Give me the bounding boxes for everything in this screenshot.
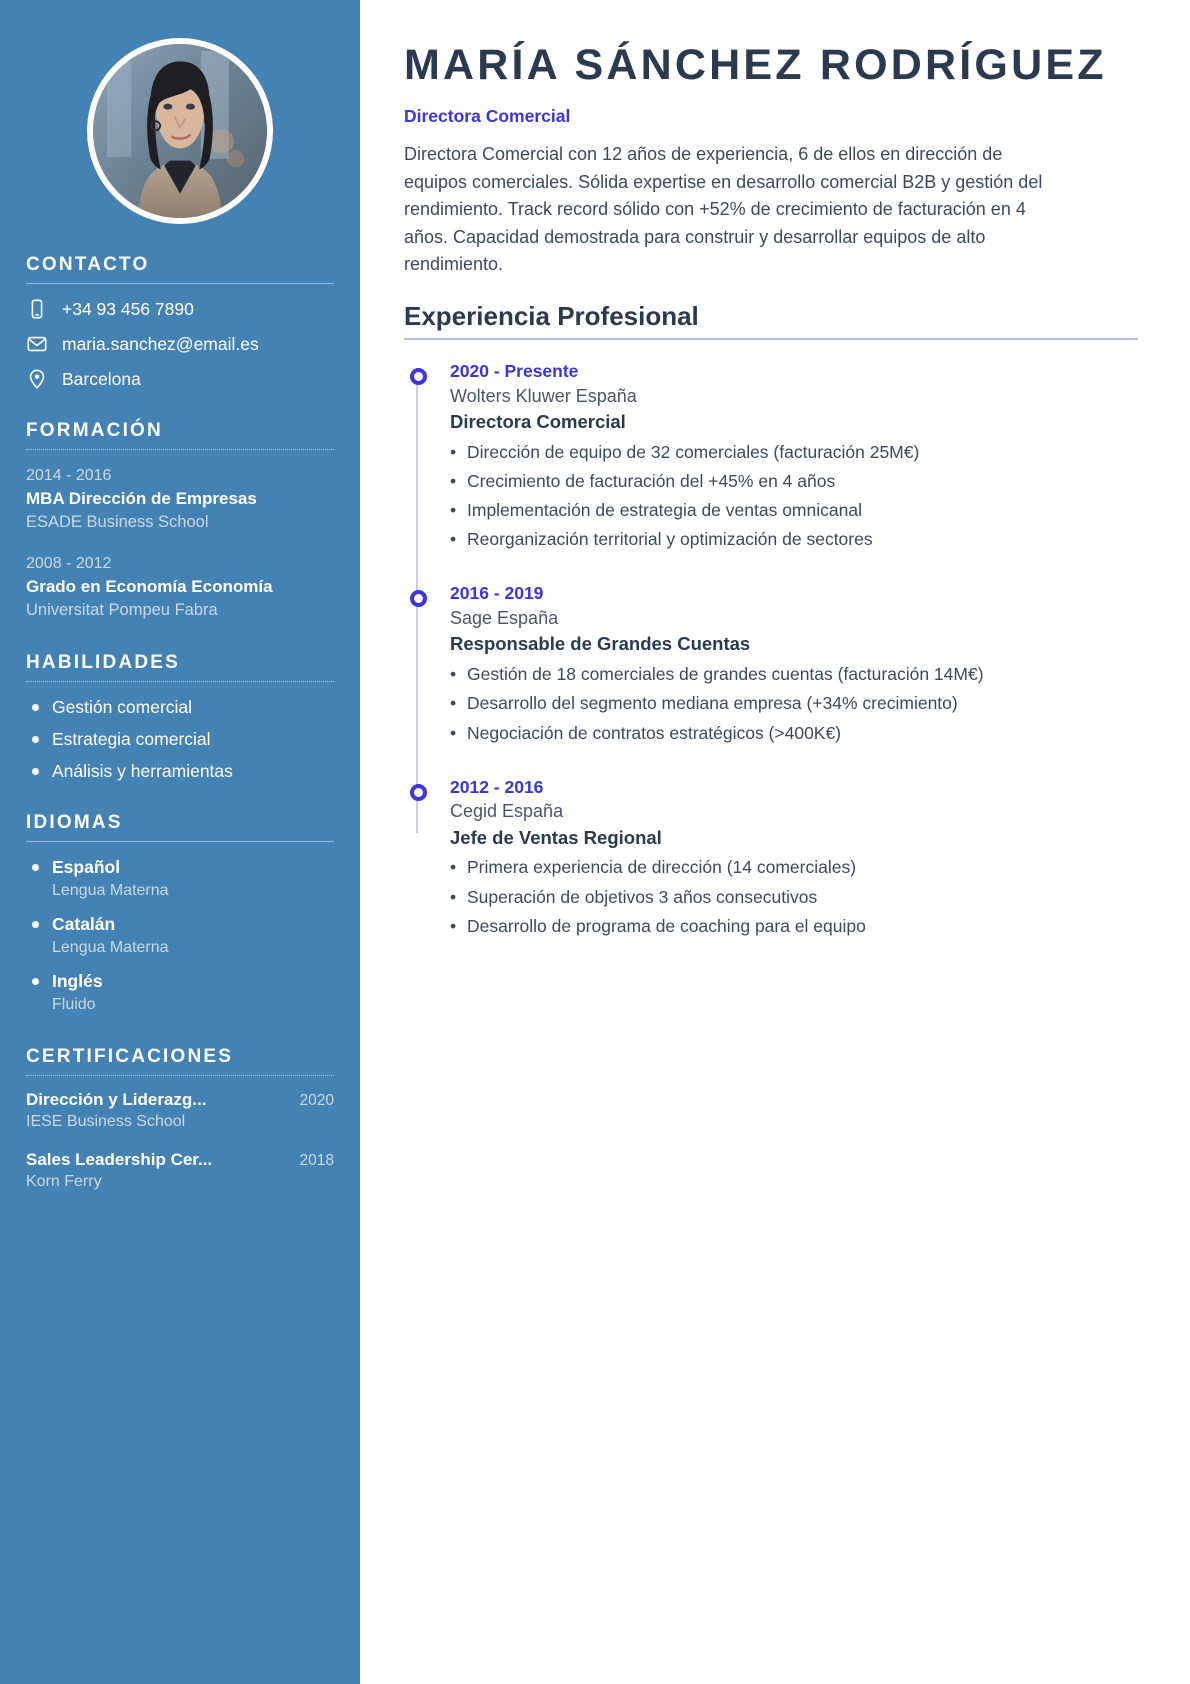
job-role: Jefe de Ventas Regional (450, 826, 662, 848)
language-name: Español (52, 857, 121, 878)
list-item: • Superación de objetivos 3 años consecutivos (450, 883, 1138, 912)
certifications-section-title: CERTIFICACIONES (26, 1046, 234, 1068)
languages-section (26, 812, 334, 1016)
certifications-section (26, 1046, 334, 1194)
certification-name: Sales Leadership Cer... (26, 1150, 213, 1170)
education-divider (26, 449, 334, 450)
skills-divider (26, 681, 334, 682)
language-name: Inglés (52, 971, 103, 992)
contact-location-value: Barcelona (62, 368, 141, 389)
certification-year: 2020 (299, 1092, 334, 1110)
sidebar (0, 0, 360, 1684)
list-item: Análisis y herramientas (26, 760, 334, 783)
contact-section-title: CONTACTO (26, 254, 150, 275)
experience-section-title: Experiencia Profesional (404, 300, 699, 331)
certification-name: Dirección y Liderazg... (26, 1090, 207, 1110)
skills-list (26, 696, 334, 782)
languages-divider (26, 841, 334, 842)
language-level: Lengua Materna (52, 939, 169, 957)
experience-timeline (404, 360, 1138, 941)
main-content (360, 0, 1190, 1684)
job-role: Directora Comercial (450, 410, 626, 432)
certification-org: Korn Ferry (26, 1173, 102, 1191)
job-bullets (450, 853, 1138, 941)
skills-section-title: HABILIDADES (26, 652, 181, 674)
job-dates: 2020 - Presente (450, 360, 579, 381)
certification-year: 2018 (299, 1152, 334, 1170)
list-item (26, 913, 334, 959)
professional-headline: Directora Comercial (404, 106, 571, 127)
timeline-dot-icon (410, 368, 427, 385)
list-item: • Implementación de estrategia de ventas omnicanal (450, 496, 1138, 525)
certifications-divider (26, 1075, 334, 1076)
experience-divider (404, 338, 1138, 340)
envelope-icon (26, 333, 48, 355)
certification-header (26, 1150, 334, 1170)
list-item: • Primera experiencia de dirección (14 comerciales) (450, 853, 1138, 882)
language-name: Catalán (52, 914, 116, 935)
profile-photo-wrapper (26, 0, 334, 224)
profile-photo (87, 38, 273, 224)
list-item: • Reorganización territorial y optimización de sectores (450, 525, 1138, 554)
list-item: • Dirección de equipo de 32 comerciales (facturación 25M€) (450, 438, 1138, 467)
education-school: Universitat Pompeu Fabra (26, 601, 218, 620)
job-company: Cegid España (450, 801, 564, 822)
experience-item (450, 360, 1138, 555)
list-item (26, 970, 334, 1016)
profile-summary: Directora Comercial con 12 años de experiencia, 6 de ellos en dirección de equipos comerciales. Sólida expertise en desarrollo comercial B2B y gestión del rendimiento. Track record sólido con +52% de crecimiento de facturación en 4 años. Capacidad demostrada para construir y desarrollar equipos de alto rendimiento. (404, 144, 1043, 275)
list-item (26, 1150, 334, 1194)
job-dates: 2016 - 2019 (450, 583, 544, 604)
education-degree: Grado en Economía Economía (26, 577, 273, 597)
education-item (26, 464, 334, 534)
contact-phone-value: +34 93 456 7890 (62, 298, 194, 319)
education-section-title: FORMACIÓN (26, 420, 163, 441)
education-dates: 2014 - 2016 (26, 467, 112, 484)
list-item: Gestión comercial (26, 696, 334, 719)
list-item: • Crecimiento de facturación del +45% en 4 años (450, 467, 1138, 496)
education-item (26, 552, 334, 622)
list-item: • Desarrollo del segmento mediana empresa (+34% crecimiento) (450, 689, 1138, 718)
list-item: • Desarrollo de programa de coaching para el equipo (450, 912, 1138, 941)
job-company: Sage España (450, 608, 559, 629)
experience-item (450, 582, 1138, 747)
contact-location[interactable] (26, 368, 334, 390)
education-section (26, 420, 334, 622)
contact-phone[interactable] (26, 298, 334, 320)
language-level: Fluido (52, 996, 96, 1014)
job-dates: 2012 - 2016 (450, 776, 544, 797)
phone-icon (26, 298, 48, 320)
page-title: MARÍA SÁNCHEZ RODRÍGUEZ (404, 41, 1107, 89)
job-bullets (450, 660, 1138, 748)
language-level: Lengua Materna (52, 882, 169, 900)
list-item: • Negociación de contratos estratégicos (>400K€) (450, 719, 1138, 748)
education-degree: MBA Dirección de Empresas (26, 489, 257, 509)
job-role: Responsable de Grandes Cuentas (450, 633, 751, 655)
certification-org: IESE Business School (26, 1113, 186, 1131)
skills-section (26, 652, 334, 782)
list-item (26, 856, 334, 902)
timeline-dot-icon (410, 784, 427, 801)
education-dates: 2008 - 2012 (26, 555, 112, 573)
location-pin-icon (26, 368, 48, 390)
timeline-dot-icon (410, 590, 427, 607)
languages-section-title: IDIOMAS (26, 812, 123, 834)
contact-email-value: maria.sanchez@email.es (62, 333, 259, 354)
certification-header (26, 1090, 334, 1110)
list-item: • Gestión de 18 comerciales de grandes cuentas (facturación 14M€) (450, 660, 1138, 689)
job-bullets (450, 438, 1138, 555)
experience-item (450, 776, 1138, 941)
contact-divider (26, 283, 334, 284)
job-company: Wolters Kluwer España (450, 385, 637, 406)
list-item (26, 1090, 334, 1134)
list-item: Estrategia comercial (26, 728, 334, 751)
education-school: ESADE Business School (26, 512, 209, 531)
contact-email[interactable] (26, 333, 334, 355)
contact-section (26, 254, 334, 390)
